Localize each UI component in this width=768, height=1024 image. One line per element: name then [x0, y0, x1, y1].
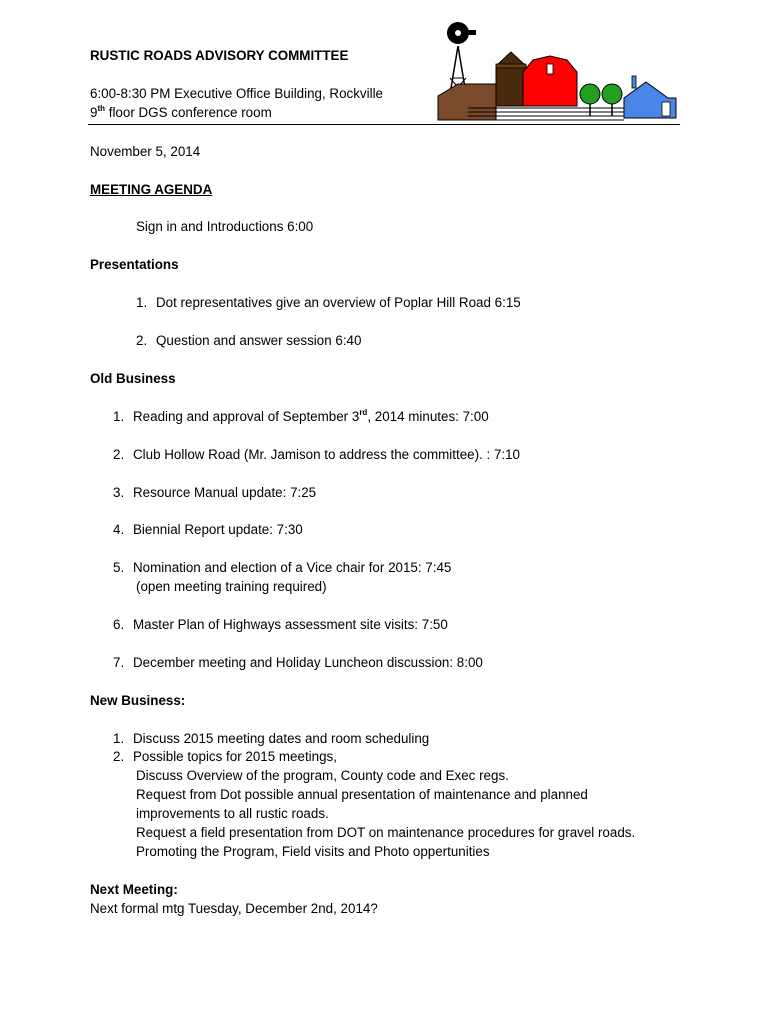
presentations-heading: Presentations	[90, 257, 179, 272]
list-item: 2. Possible topics for 2015 meetings,	[113, 749, 337, 764]
list-item: 1. Dot representatives give an overview of Poplar Hill Road 6:15	[136, 295, 521, 310]
sign-in-line: Sign in and Introductions 6:00	[136, 219, 314, 234]
meeting-time-location: 6:00-8:30 PM Executive Office Building, Rockville	[90, 86, 383, 101]
farm-logo-icon	[436, 18, 680, 122]
list-item-continuation: Promoting the Program, Field visits and Photo oppertunities	[136, 844, 490, 859]
meeting-room: 9th floor DGS conference room	[90, 103, 272, 120]
old-business-heading: Old Business	[90, 371, 176, 386]
list-item: 2. Club Hollow Road (Mr. Jamison to address the committee). : 7:10	[113, 447, 521, 462]
next-meeting-heading: Next Meeting:	[90, 882, 178, 897]
list-item: 1. Reading and approval of September 3rd, 2014 minutes: 7:00	[113, 407, 489, 424]
list-item-continuation: Request a field presentation from DOT on maintenance procedures for gravel roads.	[136, 825, 636, 840]
list-item-continuation: Request from Dot possible annual presentation of maintenance and planned	[136, 787, 588, 802]
list-item: 3. Resource Manual update: 7:25	[113, 485, 317, 500]
list-item: 2. Question and answer session 6:40	[136, 333, 362, 348]
new-business-heading: New Business:	[90, 693, 186, 708]
list-item-continuation: improvements to all rustic roads.	[136, 806, 329, 821]
list-item: 7. December meeting and Holiday Luncheon discussion: 8:00	[113, 655, 483, 670]
next-meeting-text: Next formal mtg Tuesday, December 2nd, 2014?	[90, 901, 378, 916]
list-item-continuation: (open meeting training required)	[136, 579, 327, 594]
list-item: 1. Discuss 2015 meeting dates and room scheduling	[113, 731, 430, 746]
header-rule	[88, 124, 680, 125]
list-item-continuation: Discuss Overview of the program, County code and Exec regs.	[136, 768, 509, 783]
agenda-title: MEETING AGENDA	[90, 182, 213, 197]
committee-name: RUSTIC ROADS ADVISORY COMMITTEE	[90, 48, 349, 63]
list-item: 4. Biennial Report update: 7:30	[113, 522, 303, 537]
meeting-date: November 5, 2014	[90, 144, 201, 159]
list-item: 6. Master Plan of Highways assessment site visits: 7:50	[113, 617, 448, 632]
list-item: 5. Nomination and election of a Vice chair for 2015: 7:45	[113, 560, 452, 575]
